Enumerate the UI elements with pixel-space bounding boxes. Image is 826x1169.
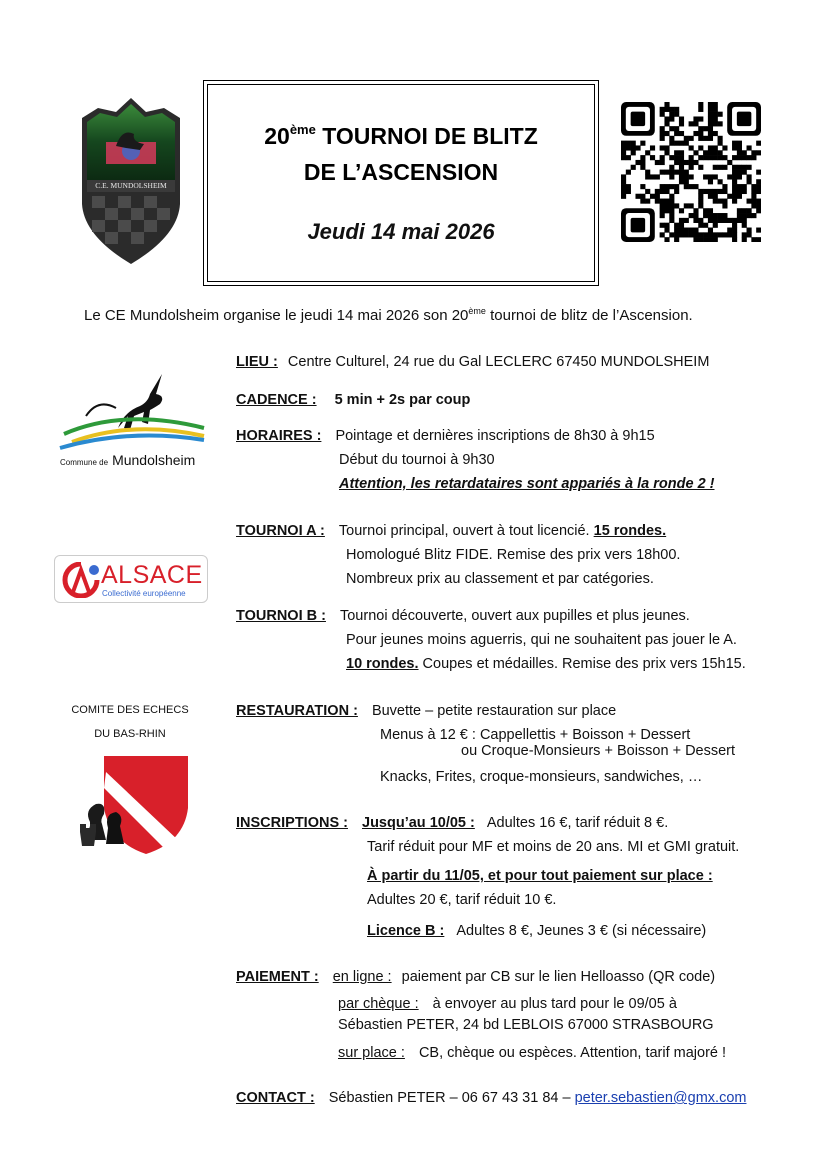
qr-code[interactable] bbox=[621, 102, 761, 242]
paiement-label: PAIEMENT : bbox=[236, 969, 319, 985]
commune-logo bbox=[56, 372, 206, 472]
paiement-cheque-label: par chèque : bbox=[338, 996, 419, 1012]
paiement-cheque-address: Sébastien PETER, 24 bd LEBLOIS 67000 STRASBOURG bbox=[338, 1017, 714, 1033]
horaires-row bbox=[236, 428, 655, 444]
horaires-line-1: Pointage et dernières inscriptions de 8h30 à 9h15 bbox=[335, 428, 655, 444]
restauration-line-3: ou Croque-Monsieurs + Boisson + Dessert bbox=[461, 743, 736, 759]
tournoi-b-row bbox=[236, 608, 690, 624]
tournoi-b-rounds: 10 rondes. bbox=[346, 656, 419, 672]
paiement-cheque-row bbox=[338, 996, 677, 1012]
cadence-text: 5 min + 2s par coup bbox=[334, 392, 471, 408]
inscriptions-label: INSCRIPTIONS : bbox=[236, 815, 348, 831]
tournoi-b-line-3: 10 rondes. Coupes et médailles. Remise des prix vers 15h15. bbox=[346, 656, 746, 672]
event-date: Jeudi 14 mai 2026 bbox=[307, 219, 495, 244]
tournoi-b-line-2: Pour jeunes moins aguerris, qui ne souhaitent pas jouer le A. bbox=[346, 632, 737, 648]
unicorn-logo-icon bbox=[56, 372, 206, 452]
horaires-warning: Attention, les retardataires sont appariés à la ronde 2 ! bbox=[339, 476, 715, 492]
licence-text: Adultes 8 €, Jeunes 3 € (si nécessaire) bbox=[456, 923, 707, 939]
restauration-label: RESTAURATION : bbox=[236, 703, 358, 719]
commune-logo-text: Commune de Mundolsheim bbox=[60, 452, 196, 468]
inscriptions-until-label: Jusqu’au 10/05 : bbox=[362, 815, 475, 831]
comite-line-1: COMITE DES ECHECS bbox=[71, 704, 189, 716]
licence-label: Licence B : bbox=[367, 923, 445, 939]
intro-text: Le CE Mundolsheim organise le jeudi 14 mai 2026 son 20ème tournoi de blitz de l’Ascension. bbox=[84, 306, 693, 324]
paiement-online-text: paiement par CB sur le lien Helloasso (QR code) bbox=[401, 969, 716, 985]
inscriptions-row bbox=[236, 815, 668, 831]
qr-code-icon bbox=[621, 102, 761, 242]
contact-label: CONTACT : bbox=[236, 1090, 315, 1106]
alsace-title: ALSACE bbox=[101, 561, 203, 589]
tournoi-b-label: TOURNOI B : bbox=[236, 608, 326, 624]
paiement-place-label: sur place : bbox=[338, 1045, 405, 1061]
tournoi-b-line-1: Tournoi découverte, ouvert aux pupilles et plus jeunes. bbox=[339, 608, 690, 624]
horaires-line-2: Début du tournoi à 9h30 bbox=[339, 452, 495, 468]
alsace-a-icon bbox=[61, 562, 101, 598]
restauration-line-1: Buvette – petite restauration sur place bbox=[371, 703, 617, 719]
lieu-label: LIEU : bbox=[236, 354, 278, 370]
cadence-label: CADENCE : bbox=[236, 392, 317, 408]
comite-logo bbox=[66, 704, 194, 856]
restauration-line-4: Knacks, Frites, croque-monsieurs, sandwiches, … bbox=[380, 769, 703, 785]
comite-line-2: DU BAS-RHIN bbox=[94, 728, 166, 740]
inscriptions-after-label: À partir du 11/05, et pour tout paiement sur place : bbox=[367, 868, 713, 884]
contact-row bbox=[236, 1090, 746, 1106]
alsace-logo bbox=[54, 555, 208, 603]
tournoi-a-rounds: 15 rondes. bbox=[593, 523, 667, 539]
title-line-1: 20ème TOURNOI DE BLITZ bbox=[264, 122, 538, 149]
tournoi-a-line-1: Tournoi principal, ouvert à tout licencié. bbox=[338, 523, 590, 539]
tournoi-a-label: TOURNOI A : bbox=[236, 523, 325, 539]
club-logo bbox=[78, 96, 184, 266]
lieu-text: Centre Culturel, 24 rue du Gal LECLERC 67450 MUNDOLSHEIM bbox=[287, 354, 710, 370]
horaires-label: HORAIRES : bbox=[236, 428, 322, 444]
restauration-line-2: Menus à 12 € : Cappellettis + Boisson + Dessert bbox=[380, 727, 691, 743]
title-box bbox=[203, 80, 599, 286]
lieu-row bbox=[236, 354, 709, 370]
title-line-2: DE L’ASCENSION bbox=[303, 159, 499, 185]
bas-rhin-shield-icon bbox=[66, 752, 194, 856]
club-logo-text: C.E. MUNDOLSHEIM bbox=[95, 181, 167, 190]
licence-row bbox=[367, 923, 706, 939]
restauration-row bbox=[236, 703, 616, 719]
cadence-row bbox=[236, 392, 470, 408]
paiement-place-row bbox=[338, 1045, 726, 1061]
paiement-online-label: en ligne : bbox=[332, 969, 392, 985]
paiement-place-text: CB, chèque ou espèces. Attention, tarif majoré ! bbox=[418, 1045, 727, 1061]
alsace-subtitle: Collectivité européenne bbox=[102, 589, 186, 598]
inscriptions-after-text: Adultes 20 €, tarif réduit 10 €. bbox=[367, 892, 557, 908]
paiement-cheque-text: à envoyer au plus tard pour le 09/05 à bbox=[432, 996, 677, 1012]
tournoi-a-line-3: Nombreux prix au classement et par catégories. bbox=[346, 571, 654, 587]
inscriptions-reduced: Tarif réduit pour MF et moins de 20 ans. MI et GMI gratuit. bbox=[367, 839, 740, 855]
tournoi-a-row bbox=[236, 523, 666, 539]
paiement-row bbox=[236, 969, 715, 985]
contact-text: Sébastien PETER – 06 67 43 31 84 – bbox=[328, 1090, 575, 1106]
tournoi-a-line-2: Homologué Blitz FIDE. Remise des prix vers 18h00. bbox=[346, 547, 681, 563]
inscriptions-until-text: Adultes 16 €, tarif réduit 8 €. bbox=[486, 815, 669, 831]
contact-email-link[interactable]: peter.sebastien@gmx.com bbox=[574, 1090, 747, 1106]
